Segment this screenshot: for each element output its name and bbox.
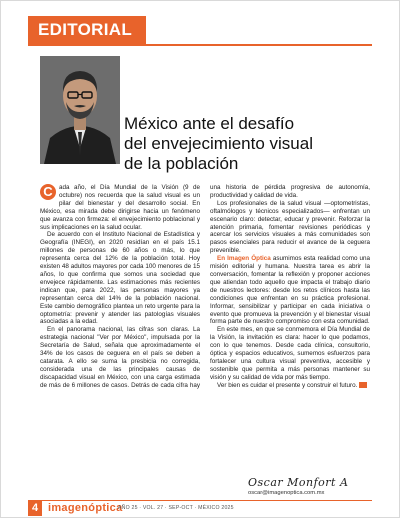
- paragraph-5-text: asumimos esta realidad como una misión editorial y humana. Nuestra tarea es abrir la conversación, fomentar la reflexión y proponer acciones que atiendan todo aquello que impacta el trabajo diario de nuestros lectores: desde los retos clínicos hasta las condiciones que enfrentan en su práctica profesional. Informar, sensibilizar y participar en cada iniciativa o evento que promueva la prevención y el bienestar visual forma parte de nuestro compromiso con esta comunidad.: [210, 255, 371, 326]
- paragraph-7-text: Ver bien es cuidar el presente y construir el futuro.: [217, 381, 358, 389]
- author-portrait-icon: [40, 56, 120, 164]
- paragraph-1: [40, 184, 200, 231]
- section-label: EDITORIAL: [28, 16, 146, 44]
- paragraph-3: En el panorama nacional, las cifras son claras. La estrategia nacional "Ver por México", impulsada por la Secretaría de Salud, señala que aproximadamente el 34% de los casos de ceguera en el país se deben a catarata. A ello se suma la presbicia no corregida, considerada una de las principales causas de discapacidad visual en México, con una carga estimada de más de 6 millones de casos. Detrás de cada cifra hay una historia de pérdida progresiva de autonomía, productividad y calidad de vida.: [40, 184, 370, 389]
- author-signature: Oscar Monfort A: [248, 476, 349, 489]
- paragraph-7: [210, 382, 370, 390]
- paragraph-2: De acuerdo con el Instituto Nacional de Estadística y Geografía (INEGI), en 2020 residían en el país 15.1 millones de personas de 60 años o más, lo que representa cerca del 12% de la población total. Hoy existen 48 adultos mayores por cada 100 menores de 15 años, lo que confirma que somos una sociedad que envejece rápidamente. Las estimaciones más recientes indican que, para 2022, las personas mayores ya representan cerca del 14% de la población nacional. Este cambio demográfico plantea un reto urgente para la optometría: prevenir y atender las patologías visuales asociadas a la edad.: [40, 231, 200, 326]
- paragraph-5: [210, 255, 370, 326]
- headline-line-1: México ante el desafío: [124, 114, 295, 133]
- footer-rule: [28, 500, 372, 501]
- footer-issue-info: AÑO 25 · VOL. 27 · SEP-OCT · MÉXICO 2025: [118, 505, 234, 511]
- author-email[interactable]: oscar@imagenoptica.com.mx: [248, 490, 325, 496]
- article-body: [40, 184, 370, 474]
- headline-line-3: de la población: [124, 154, 239, 173]
- paragraph-6: En este mes, en que se conmemora el Día Mundial de la Visión, la invitación es clara: hacer lo que podamos, con lo que tenemos. Desde cada clínica, consultorio, óptica y espacios educativos, sumemos esfuerzos para fortalecer una cultura visual preventiva, accesible y sostenible que permita a más personas mantener su visión y su calidad de vida por más tiempo.: [210, 326, 370, 381]
- footer-brand-logo: imagenóptica: [48, 502, 123, 514]
- drop-cap: C: [40, 184, 56, 200]
- author-photo: [40, 56, 120, 164]
- article-headline: [124, 114, 364, 174]
- section-rule: [28, 44, 372, 46]
- paragraph-4: Los profesionales de la salud visual —optometristas, oftalmólogos y técnicos especializados— enfrentan un escenario claro: detectar, educar y prevenir. Reforzar la atención primaria, fomentar revisiones periódicas y acercar los servicios visuales a más comunidades son pasos esenciales para reducir el avance de la ceguera prevenible.: [210, 199, 370, 255]
- page-number: 4: [28, 500, 42, 516]
- paragraph-5-brand: En Imagen Óptica: [217, 255, 271, 263]
- end-of-article-icon: [359, 382, 367, 388]
- headline-line-2: del envejecimiento visual: [124, 134, 313, 153]
- paragraph-1-text: ada año, el Día Mundial de la Visión (9 de octubre) nos recuerda que la salud visual es un pilar del bienestar y del desarrollo social. En México, esa mirada debe dirigirse hacia un fenómeno que avanza con firmeza: el envejecimiento poblacional y sus implicaciones en la salud ocular.: [40, 184, 200, 231]
